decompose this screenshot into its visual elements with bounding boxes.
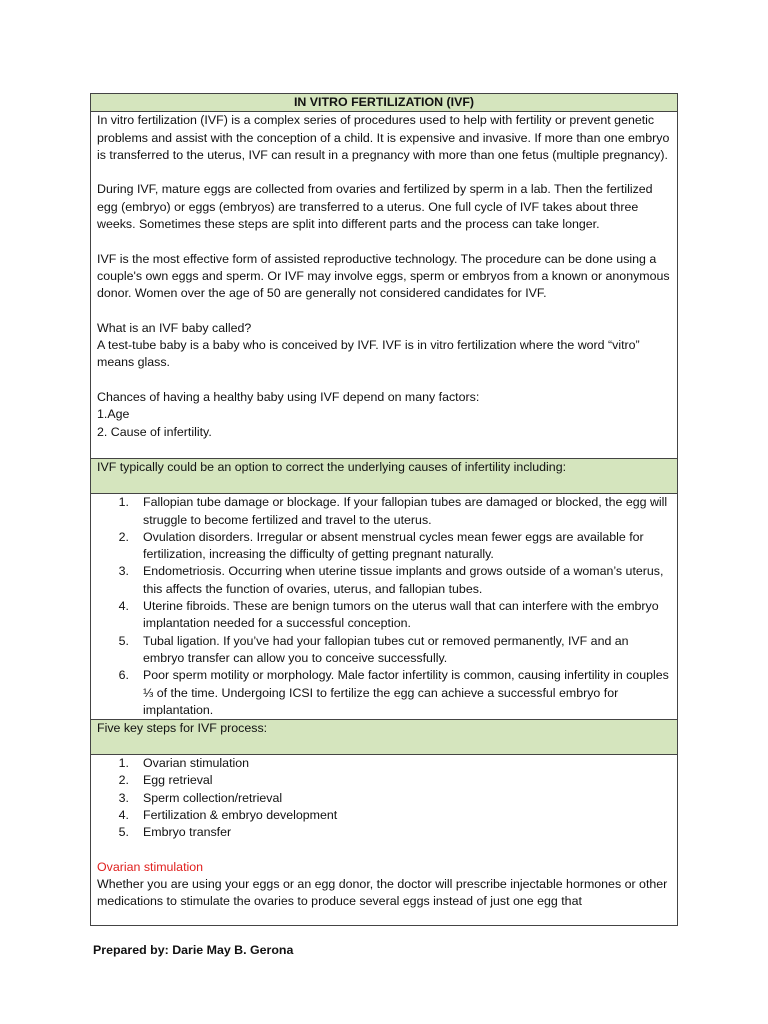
ovarian-stimulation-heading: Ovarian stimulation [97,859,204,874]
intro-paragraph-1: In vitro fertilization (IVF) is a complex series of procedures used to help with fertility or prevent genetic problems and assist with the conception of a child. It is expensive and invasive. If more than one embryo is transferred to the uterus, IVF can result in a pregnancy with more than one fetus (multiple pregnancy). [97,113,670,162]
faq-block [97,320,671,372]
ivf-info-table [90,93,678,926]
cause-text: Uterine fibroids. These are benign tumors on the uterus wall that can interfere with the embryo implantation needed for a successful conception. [143,599,659,631]
intro-section [91,112,678,459]
steps-header: Five key steps for IVF process: [91,720,678,755]
step-number: 4. [118,808,129,823]
step-number: 1. [118,756,129,771]
steps-row [91,755,678,926]
cause-text: Poor sperm motility or morphology. Male factor infertility is common, causing infertility in couples ⅓ of the time. Undergoing ICSI to fertilize the egg can achieve a successful embryo for implantation. [143,668,669,717]
chances-item-age: 1.Age [97,407,130,422]
cause-item [97,494,671,529]
cause-text: Endometriosis. Occurring when uterine tissue implants and grows outside of a woman’s uterus, this affects the function of ovaries, uterus, and fallopian tubes. [143,564,664,596]
cause-number: 3. [118,564,129,579]
chances-intro: Chances of having a healthy baby using IVF depend on many factors: [97,390,480,405]
steps-header-row [91,720,678,755]
step-item [97,755,671,772]
intro-paragraph-3: IVF is the most effective form of assisted reproductive technology. The procedure can be done using a couple's own eggs and sperm. Or IVF may involve eggs, sperm or embryos from a known or anonymous donor. Women over the age of 50 are generally not considered candidates for IVF. [97,251,670,301]
step-text: Embryo transfer [143,825,232,840]
step-item [97,824,671,841]
step-text: Ovarian stimulation [143,756,250,771]
document-title: IN VITRO FERTILIZATION (IVF) [91,94,678,112]
spacer [97,842,671,859]
step-number: 5. [118,825,129,840]
causes-list [97,494,671,719]
cause-text: Ovulation disorders. Irregular or absent menstrual cycles mean fewer eggs are available for fertilization, increasing the difficulty of getting pregnant naturally. [143,529,644,562]
cause-item [97,529,671,564]
cause-item [97,598,671,633]
step-number: 2. [118,773,129,788]
step-text: Sperm collection/retrieval [143,790,283,805]
step-text: Fertilization & embryo development [143,808,338,823]
intro-paragraph-2: During IVF, mature eggs are collected from ovaries and fertilized by sperm in a lab. Then the fertilized egg (embryo) or eggs (embryos) are transferred to a uterus. One full cycle of IVF takes about three weeks. Sometimes these steps are split into different parts and the process can take longer. [97,182,653,232]
title-row [91,94,678,112]
cause-item [97,633,671,668]
cause-number: 6. [118,668,129,683]
cause-item [97,667,671,719]
causes-section [91,494,678,720]
causes-header-row [91,459,678,494]
step-text: Egg retrieval [143,773,213,788]
step-number: 3. [118,790,129,805]
cause-number: 4. [118,599,129,614]
cause-text: Fallopian tube damage or blockage. If your fallopian tubes are damaged or blocked, the egg will struggle to become fertilized and travel to the uterus. [143,495,668,527]
intro-row [91,112,678,459]
chances-item-cause: 2. Cause of infertility. [97,424,212,439]
causes-header: IVF typically could be an option to correct the underlying causes of infertility including: [91,459,678,494]
steps-list [97,755,671,841]
cause-number: 2. [118,529,129,544]
step-item [97,790,671,807]
cause-text: Tubal ligation. If you’ve had your fallopian tubes cut or removed permanently, IVF and an embryo transfer can allow you to conceive successfully. [143,633,629,665]
chances-block [97,389,671,441]
prepared-by-footer: Prepared by: Darie May B. Gerona [93,943,294,957]
step-item [97,807,671,824]
cause-number: 1. [118,495,129,510]
step-item [97,772,671,789]
ovarian-stimulation-text: Whether you are using your eggs or an egg donor, the doctor will prescribe injectable hormones or other medications to stimulate the ovaries to produce several eggs instead of just one egg that [97,876,668,909]
causes-row [91,494,678,720]
faq-question: What is an IVF baby called? [97,320,252,335]
cause-item [97,563,671,598]
faq-answer: A test-tube baby is a baby who is conceived by IVF. IVF is in vitro fertilization where the word “vitro” means glass. [97,338,640,370]
steps-section [91,755,678,926]
cause-number: 5. [118,633,129,648]
